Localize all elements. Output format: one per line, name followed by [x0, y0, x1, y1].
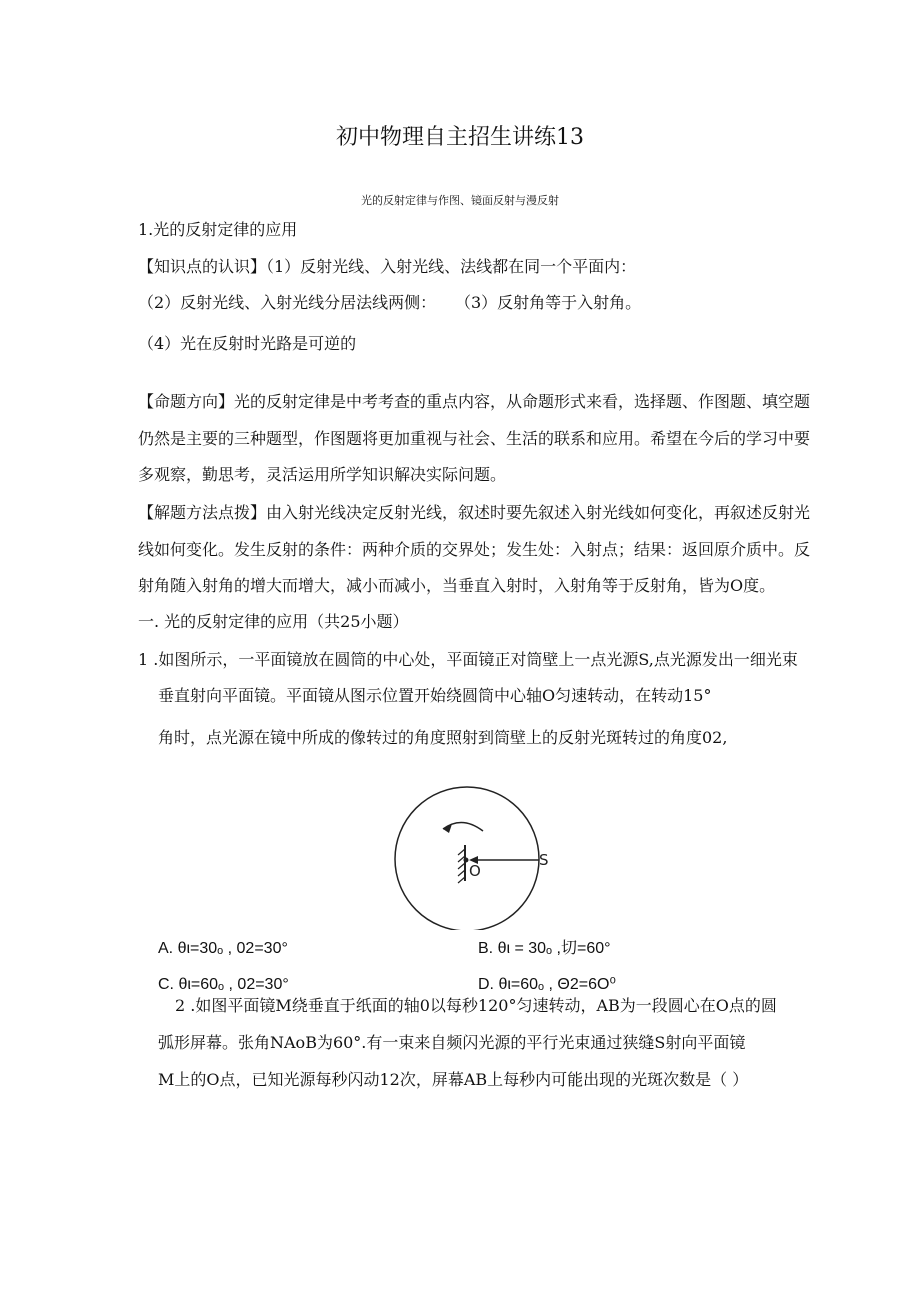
center-axis-point: [464, 858, 469, 863]
question-1-line-3: 角时，点光源在镜中所成的像转过的角度照射到筒壁上的反射光斑转过的角度02,: [158, 728, 728, 747]
question-2-line-2: 弧形屏幕。张角NAoB为60°.有一束来自频闪光源的平行光束通过狭缝S射向平面镜: [158, 1033, 746, 1052]
part-heading: 一. 光的反射定律的应用（共25小题）: [138, 612, 409, 631]
direction-line-3: 多观察，勤思考，灵活运用所学知识解决实际问题。: [138, 465, 507, 484]
page-subtitle: 光的反射定律与作图、镜面反射与漫反射: [361, 194, 559, 207]
cylinder-mirror-figure: [385, 785, 555, 930]
page-title: 初中物理自主招生讲练13: [336, 125, 584, 150]
option-a: A. θι=30ₒ , 02=30°: [158, 940, 288, 957]
section-heading: 1.光的反射定律的应用: [138, 220, 298, 239]
question-1-line-2: 垂直射向平面镜。平面镜从图示位置开始绕圆筒中心轴O匀速转动，在转动15°: [158, 686, 712, 705]
option-c: C. θι=60ₒ , 02=30°: [158, 976, 289, 993]
method-line-2: 线如何变化。发生反射的条件：两种介质的交界处；发生处：入射点；结果：返回原介质中。反: [138, 540, 811, 559]
label-o: O: [469, 862, 481, 880]
method-line-1: 【解题方法点拨】由入射光线决定反射光线，叙述时要先叙述入射光线如何变化，再叙述反射光: [138, 503, 811, 522]
option-d: D. θι=60ₒ , Θ2=6O⁰: [478, 976, 616, 993]
option-b: B. θι = 30ₒ ,切=60°: [478, 940, 611, 957]
knowledge-line-3: （4）光在反射时光路是可逆的: [138, 334, 357, 353]
question-1-line-1: 1 .如图所示，一平面镜放在圆筒的中心处，平面镜正对筒壁上一点光源S,点光源发出一细光束: [138, 650, 798, 669]
plane-mirror: [458, 845, 465, 883]
method-line-3: 射角随入射角的增大而增大，减小而减小，当垂直入射时，入射角等于反射角，皆为O度。: [138, 576, 776, 595]
knowledge-line-2a: （2）反射光线、入射光线分居法线两侧：: [138, 293, 437, 312]
knowledge-line-2b: （3）反射角等于入射角。: [455, 293, 642, 312]
direction-line-2: 仍然是主要的三种题型，作图题将更加重视与社会、生活的联系和应用。希望在今后的学习中要: [138, 429, 811, 448]
label-s: S: [539, 851, 549, 869]
question-2-line-1: 2 .如图平面镜M绕垂直于纸面的轴0以每秒120°匀速转动，AB为一段圆心在O点的圆: [175, 996, 777, 1015]
question-2-line-3: M上的O点，已知光源每秒闪动12次，屏幕AB上每秒内可能出现的光斑次数是（ ）: [158, 1070, 749, 1089]
direction-line-1: 【命题方向】光的反射定律是中考考查的重点内容，从命题形式来看，选择题、作图题、填空题: [138, 392, 811, 411]
knowledge-line-1: 【知识点的认识】（1）反射光线、入射光线、法线都在同一个平面内：: [138, 257, 637, 276]
